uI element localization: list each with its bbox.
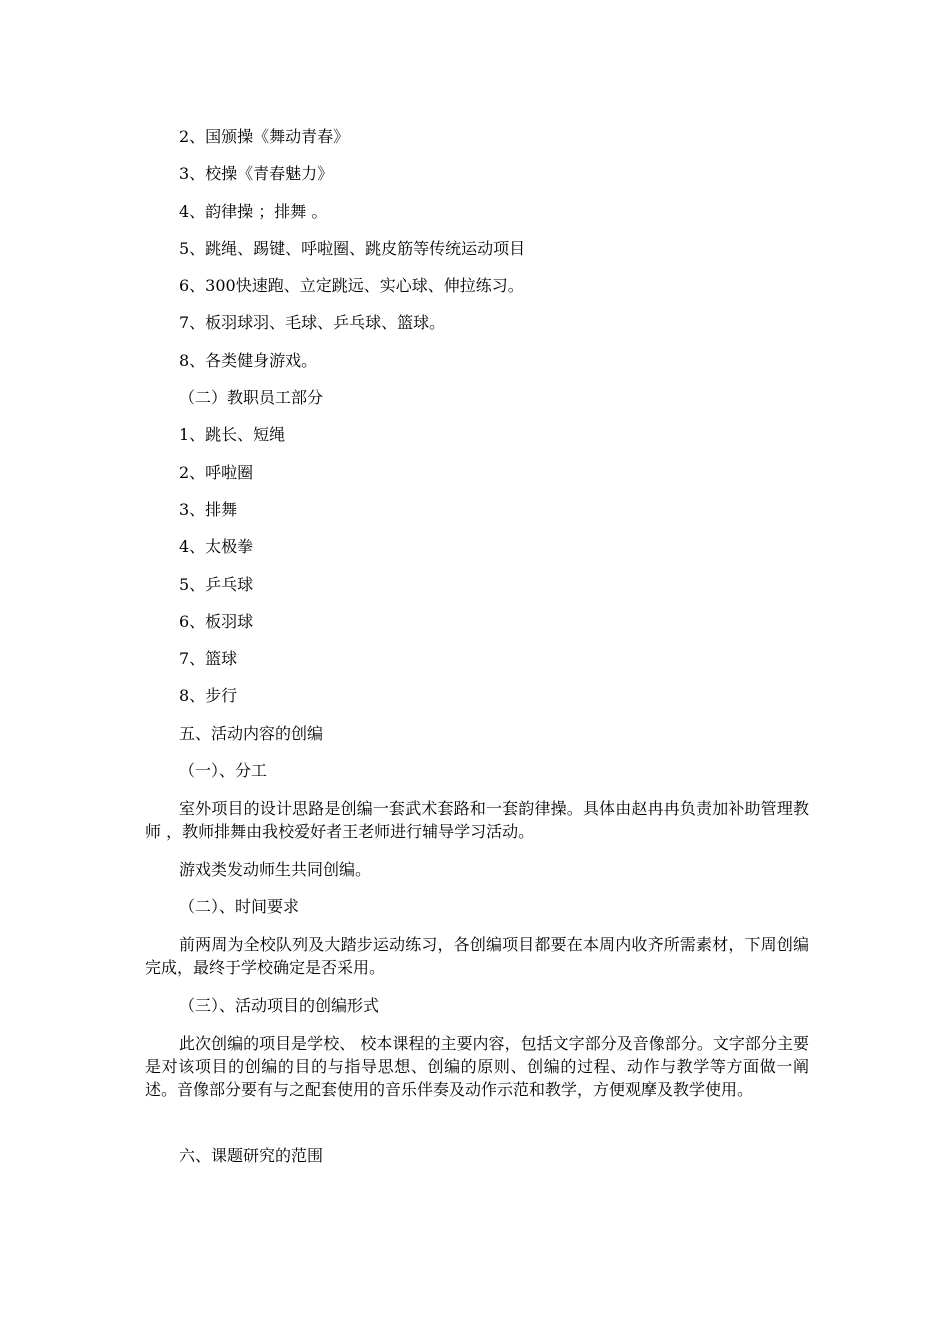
student-item-2: 2、国颁操《舞动青春》 bbox=[179, 127, 350, 146]
subsection-1-heading: （一）、分工 bbox=[179, 761, 268, 780]
staff-item-2: 2、呼啦圈 bbox=[179, 463, 254, 482]
staff-item-4: 4、太极拳 bbox=[179, 537, 254, 556]
subsection-3-paragraph: 此次创编的项目是学校、 校本课程的主要内容，包括文字部分及音像部分。文字部分主要是对该项目的创编的目的与指导思想、创编的原则、创编的过程、动作与教学等方面做一阐述。音像部分要有与之配套使用的音乐伴奏及动作示范和教学，方便观摩及教学使用。 bbox=[145, 1034, 809, 1099]
staff-item-6: 6、板羽球 bbox=[179, 612, 254, 631]
staff-item-3: 3、排舞 bbox=[179, 500, 238, 519]
staff-item-1: 1、跳长、短绳 bbox=[179, 425, 286, 444]
staff-heading: （二）教职员工部分 bbox=[179, 388, 324, 407]
subsection-1-paragraph-1: 室外项目的设计思路是创编一套武术套路和一套韵律操。具体由赵冉冉负责加补助管理教师 ，教师排舞由我校爱好者王老师进行辅导学习活动。 bbox=[145, 799, 809, 841]
student-item-8: 8、各类健身游戏。 bbox=[179, 351, 318, 370]
staff-item-5: 5、乒乓球 bbox=[179, 575, 254, 594]
staff-item-8: 8、步行 bbox=[179, 686, 238, 705]
section-5-heading: 五、活动内容的创编 bbox=[179, 724, 324, 743]
subsection-2-paragraph: 前两周为全校队列及大踏步运动练习，各创编项目都要在本周内收齐所需素材，下周创编完成，最终于学校确定是否采用。 bbox=[145, 935, 809, 977]
student-item-4: 4、韵律操 ；排舞 。 bbox=[179, 202, 328, 221]
subsection-1-paragraph-2: 游戏类发动师生共同创编。 bbox=[179, 860, 372, 879]
student-item-6: 6、300快速跑、立定跳远、实心球、伸拉练习。 bbox=[179, 276, 524, 295]
subsection-3-heading: （三）、活动项目的创编形式 bbox=[179, 996, 380, 1015]
staff-item-7: 7、篮球 bbox=[179, 649, 238, 668]
section-6-heading: 六、课题研究的范围 bbox=[179, 1146, 324, 1165]
student-item-5: 5、跳绳、踢键、呼啦圈、跳皮筋等传统运动项目 bbox=[179, 239, 526, 258]
student-item-7: 7、板羽球羽、毛球、乒乓球、篮球。 bbox=[179, 313, 446, 332]
student-item-3: 3、校操《青春魅力》 bbox=[179, 164, 334, 183]
subsection-2-heading: （二）、时间要求 bbox=[179, 897, 300, 916]
